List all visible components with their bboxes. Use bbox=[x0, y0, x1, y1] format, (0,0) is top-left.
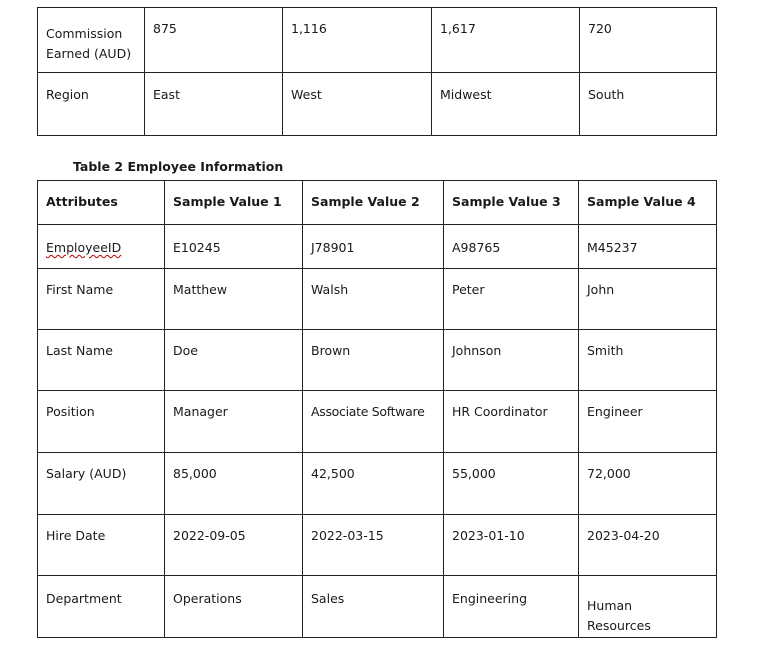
table-cell bbox=[283, 73, 432, 136]
table-cell bbox=[303, 576, 444, 638]
table-cell bbox=[580, 8, 717, 73]
cell-value: Human Resources bbox=[587, 598, 651, 633]
table-cell bbox=[444, 515, 579, 576]
table-header-row bbox=[38, 181, 717, 225]
cell-value: 2022-03-15 bbox=[311, 528, 384, 543]
cell-value: E10245 bbox=[173, 240, 221, 255]
table-cell bbox=[165, 330, 303, 391]
row-label-region: Region bbox=[46, 87, 89, 102]
table-cell bbox=[444, 576, 579, 638]
table-cell bbox=[579, 330, 717, 391]
cell-value: Brown bbox=[311, 343, 351, 358]
table-row bbox=[38, 269, 717, 330]
header-cell bbox=[579, 181, 717, 225]
header-cell bbox=[165, 181, 303, 225]
cell-value: Smith bbox=[587, 343, 624, 358]
cell-value: Midwest bbox=[440, 87, 492, 102]
table-cell bbox=[38, 515, 165, 576]
table-cell bbox=[283, 8, 432, 73]
cell-value: Engineer bbox=[587, 404, 643, 419]
table-cell bbox=[165, 515, 303, 576]
table-cell bbox=[145, 73, 283, 136]
table-cell bbox=[303, 391, 444, 453]
cell-value: 55,000 bbox=[452, 466, 496, 481]
table-cell bbox=[579, 453, 717, 515]
table-cell bbox=[303, 330, 444, 391]
table-cell bbox=[38, 391, 165, 453]
column-header: Sample Value 2 bbox=[311, 194, 420, 209]
table-cell bbox=[444, 453, 579, 515]
table-cell bbox=[145, 8, 283, 73]
table-row bbox=[38, 8, 717, 73]
row-label: Position bbox=[46, 404, 95, 419]
cell-value: 2023-04-20 bbox=[587, 528, 660, 543]
cell-value: Manager bbox=[173, 404, 228, 419]
table-cell bbox=[444, 269, 579, 330]
table-row bbox=[38, 391, 717, 453]
cell-value: J78901 bbox=[311, 240, 355, 255]
table-cell bbox=[165, 225, 303, 269]
table-caption: Table 2 Employee Information bbox=[73, 159, 284, 174]
cell-value: 1,617 bbox=[440, 21, 476, 36]
table-cell bbox=[432, 73, 580, 136]
header-cell bbox=[38, 181, 165, 225]
column-header: Attributes bbox=[46, 194, 118, 209]
cell-value: 2023-01-10 bbox=[452, 528, 525, 543]
cell-value: John bbox=[587, 282, 615, 297]
table-cell bbox=[579, 225, 717, 269]
table-row bbox=[38, 515, 717, 576]
table-cell bbox=[38, 330, 165, 391]
cell-value: South bbox=[588, 87, 625, 102]
table-cell bbox=[38, 269, 165, 330]
cell-value: 1,116 bbox=[291, 21, 327, 36]
row-label-commission: Commission Earned (AUD) bbox=[46, 26, 132, 61]
cell-value: West bbox=[291, 87, 322, 102]
cell-value: M45237 bbox=[587, 240, 638, 255]
table-cell bbox=[38, 225, 165, 269]
cell-value: 875 bbox=[153, 21, 177, 36]
table-cell bbox=[303, 515, 444, 576]
cell-value: 42,500 bbox=[311, 466, 355, 481]
table-cell bbox=[303, 453, 444, 515]
header-cell bbox=[303, 181, 444, 225]
table-cell bbox=[303, 225, 444, 269]
row-label: Last Name bbox=[46, 343, 113, 358]
cell-value: Walsh bbox=[311, 282, 349, 297]
cell-value: Doe bbox=[173, 343, 198, 358]
table-cell bbox=[303, 269, 444, 330]
table-row bbox=[38, 225, 717, 269]
table-cell bbox=[165, 391, 303, 453]
table-row bbox=[38, 73, 717, 136]
cell-value: 85,000 bbox=[173, 466, 217, 481]
column-header: Sample Value 1 bbox=[173, 194, 282, 209]
cell-value: A98765 bbox=[452, 240, 501, 255]
cell-value: 72,000 bbox=[587, 466, 631, 481]
employee-information-table bbox=[37, 180, 717, 638]
row-label: EmployeeID bbox=[46, 240, 122, 255]
row-label: Department bbox=[46, 591, 122, 606]
table-cell bbox=[432, 8, 580, 73]
table-row bbox=[38, 453, 717, 515]
table-cell bbox=[444, 330, 579, 391]
column-header: Sample Value 3 bbox=[452, 194, 561, 209]
commission-region-table bbox=[37, 7, 717, 136]
table-cell bbox=[579, 269, 717, 330]
table-cell bbox=[444, 391, 579, 453]
table-cell bbox=[38, 453, 165, 515]
table-cell bbox=[165, 453, 303, 515]
cell-value: 2022-09-05 bbox=[173, 528, 246, 543]
table-cell bbox=[38, 73, 145, 136]
cell-value: Sales bbox=[311, 591, 345, 606]
cell-value: Matthew bbox=[173, 282, 228, 297]
cell-value: East bbox=[153, 87, 180, 102]
cell-value: Johnson bbox=[452, 343, 502, 358]
table-cell bbox=[444, 225, 579, 269]
cell-value: 720 bbox=[588, 21, 612, 36]
table-cell bbox=[580, 73, 717, 136]
cell-value: Engineering bbox=[452, 591, 527, 606]
row-label: First Name bbox=[46, 282, 114, 297]
table-cell bbox=[579, 515, 717, 576]
table-row bbox=[38, 576, 717, 638]
cell-value: Peter bbox=[452, 282, 485, 297]
table-cell bbox=[38, 576, 165, 638]
cell-value: HR Coordinator bbox=[452, 404, 548, 419]
column-header: Sample Value 4 bbox=[587, 194, 696, 209]
table-cell bbox=[579, 391, 717, 453]
cell-value: Operations bbox=[173, 591, 242, 606]
table-cell bbox=[579, 576, 717, 638]
table-row bbox=[38, 330, 717, 391]
table-cell bbox=[38, 8, 145, 73]
table-cell bbox=[165, 269, 303, 330]
header-cell bbox=[444, 181, 579, 225]
row-label: Hire Date bbox=[46, 528, 106, 543]
row-label: Salary (AUD) bbox=[46, 466, 127, 481]
cell-value: Associate Software bbox=[311, 404, 425, 419]
table-cell bbox=[165, 576, 303, 638]
